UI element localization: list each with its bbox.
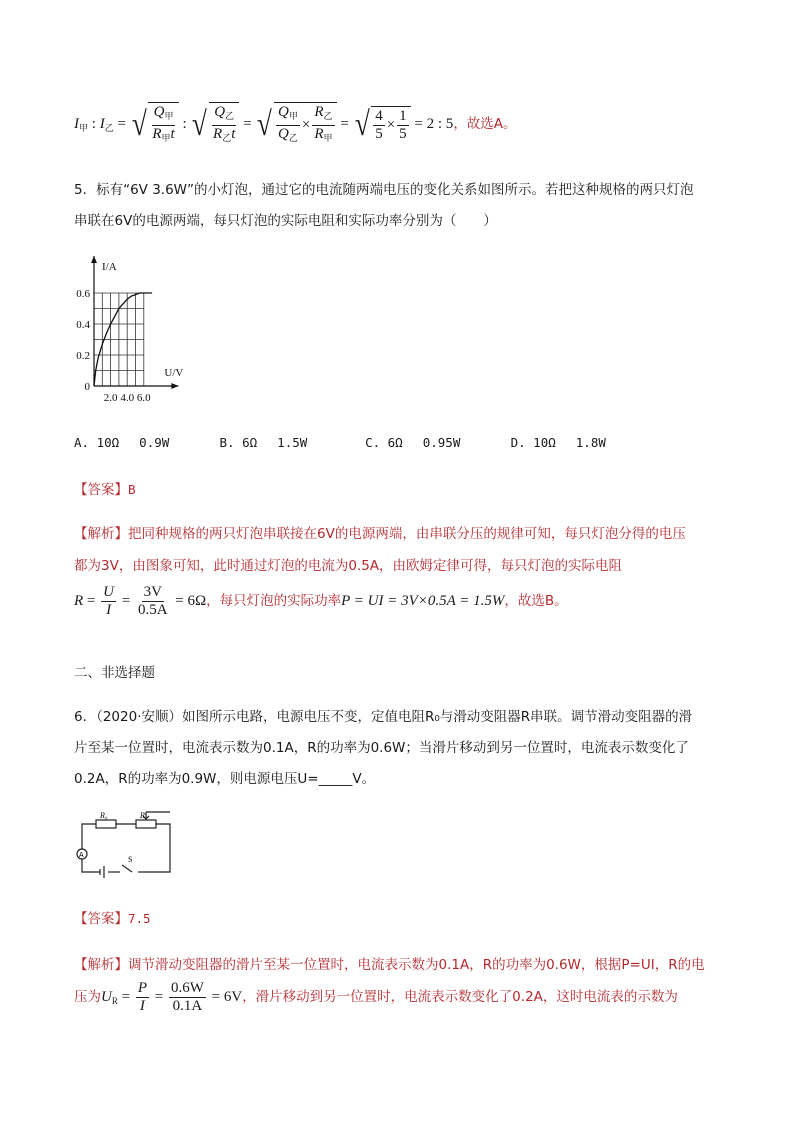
q5-answer: 【答案】B: [74, 482, 136, 498]
option-d: D. 10Ω 1.8W: [510, 435, 606, 450]
iv-chart: [74, 248, 244, 408]
q6-stem-line1: 6．（2020·安顺）如图所示电路，电源电压不变，定值电阻R₀与滑动变阻器R串联。调节滑动变阻器的滑: [74, 709, 693, 725]
q5-options: [74, 433, 606, 451]
x-axis-arrow: [171, 383, 178, 389]
option-a: A. 10Ω 0.9W: [74, 435, 170, 450]
q6-analysis-line2: 压为$U_R$ = $\frac{P}{I}$ = $\frac{0.6W}{0.1A}$ = 6V，滑片移动到另一位置时，电流表示数变化了0.2A，这时电流表的示数为: [74, 980, 678, 1014]
q5-analysis-line3: R = $\frac{U}{I}$ = $\frac{3V}{0.5A}$ = 6Ω，每只灯泡的实际功率P = UI = 3V×0.5A = 1.5W，故选B。: [74, 584, 568, 618]
q6-analysis-line1: 【解析】调节滑动变阻器的滑片至某一位置时，电流表示数为0.1A，R的功率为0.6W，根据P=UI，R的电: [74, 957, 705, 973]
y-axis-label: I/A: [102, 261, 117, 273]
section-title: 二、非选择题: [74, 665, 155, 681]
r-label: R: [140, 811, 145, 820]
q4-formula-line: $I_甲$ : $I_乙$ = √ $\frac{Q_甲}{R_甲t}$ : √ $\frac{Q_乙}{R_乙t}$ = √ $\frac{Q_甲}{Q_乙}$ × $\frac{R_乙}{R_甲}$ = √ $\frac{4}{5}$ × $\frac{1}{5}$ = 2 : 5，故选A。: [74, 102, 517, 147]
y-axis-arrow: [91, 256, 97, 263]
x-tick-label: 6.0: [136, 392, 151, 404]
q5-stem-line1: 5．标有“6V 3.6W”的小灯泡，通过它的电流随两端电压的变化关系如图所示。若把这种规格的两只灯泡: [74, 182, 694, 198]
y-tick-label: 0.2: [76, 350, 90, 362]
x-tick-label: 4.0: [120, 392, 135, 404]
circuit-diagram: [72, 810, 182, 880]
ammeter-label: A: [79, 852, 84, 859]
option-b: B. 6Ω 1.5W: [219, 435, 308, 450]
q5-analysis-line2: 都为3V，由图象可知，此时通过灯泡的电流为0.5A，由欧姆定律可得，每只灯泡的实际电阻: [74, 558, 623, 574]
switch-label: S: [128, 855, 133, 864]
x-axis-label: U/V: [164, 367, 184, 379]
y-tick-label: 0.6: [76, 288, 90, 300]
q6-stem-line2: 片至某一位置时，电流表示数为0.1A，R的功率为0.6W；当滑片移动到另一位置时，电流表示数变化了: [74, 740, 689, 756]
q5-analysis-line1: 【解析】把同种规格的两只灯泡串联接在6V的电源两端，由串联分压的规律可知，每只灯泡分得的电压: [74, 526, 686, 542]
r0-label: R₀: [100, 811, 108, 820]
y-tick-label: 0.4: [76, 319, 90, 331]
x-tick-label: 2.0: [103, 392, 118, 404]
q5-stem-line2: 串联在6V的电源两端，每只灯泡的实际电阻和实际功率分别为（ ）: [74, 213, 497, 229]
q6-stem-line3: 0.2A，R的功率为0.9W，则电源电压U=_____V。: [74, 771, 376, 787]
option-c: C. 6Ω 0.95W: [365, 435, 461, 450]
y-tick-label: 0: [84, 381, 90, 393]
q6-answer: 【答案】7.5: [74, 911, 151, 927]
